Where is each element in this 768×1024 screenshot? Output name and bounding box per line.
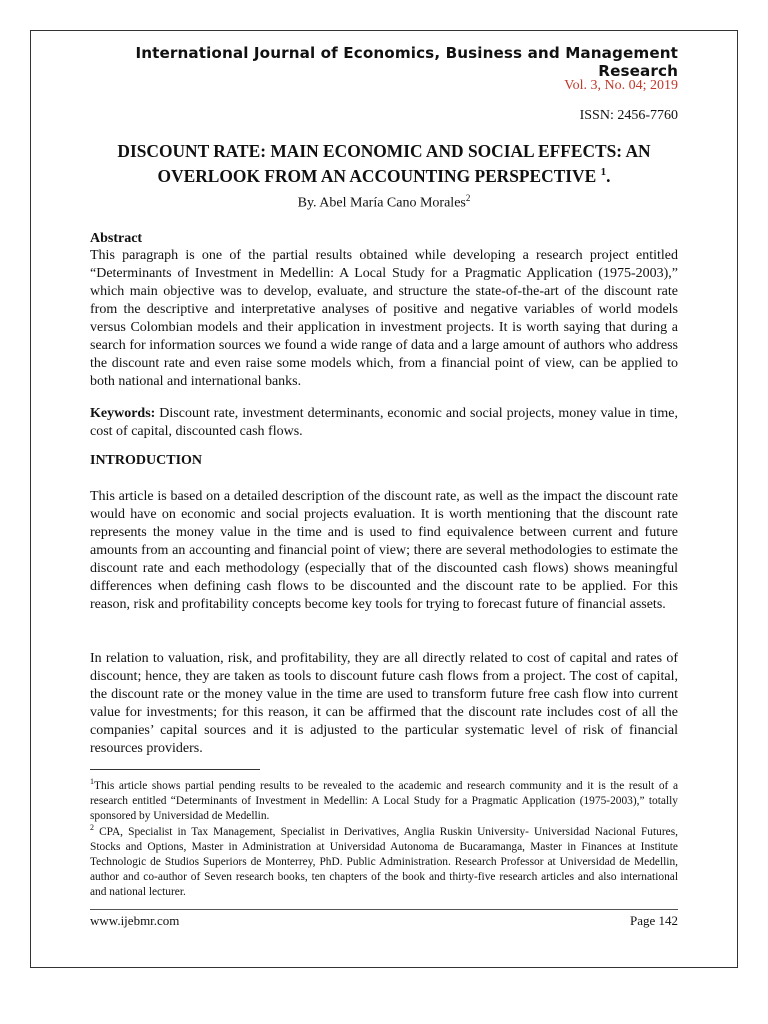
journal-name: International Journal of Economics, Business and Management Research [135,44,678,80]
introduction-paragraph-1: This article is based on a detailed description of the discount rate, as well as the impact the discount rate would have on economic and social projects evaluation. It is worth mentioning that the discount rate represents the money value in the time and is used to find equivalence between current and future amounts from an accounting and financial point of view; there are several methodologies to estimate the discount rate and each methodology (especially that of the discounted cash flows) shows meaningful differences when defining cash flows to be discounted and the discount rate to be applied. For this reason, risk and profitability concepts become key tools for trying to forecast future of financial assets. [90,489,678,612]
author-footnote-mark[interactable]: 2 [465,193,471,203]
footer-website-link[interactable]: www.ijebmr.com [90,913,180,928]
author-name: By. Abel María Cano Morales [297,195,466,211]
introduction-heading: INTRODUCTION [90,453,203,468]
title-line-2: OVERLOOK FROM AN ACCOUNTING PERSPECTIVE [157,165,601,186]
keywords-text: Discount rate, investment determinants, economic and social projects, money value in time, cost of capital, discounted cash flows. [90,406,678,439]
page-number: Page 142 [629,913,678,928]
title-line-1: DISCOUNT RATE: MAIN ECONOMIC AND SOCIAL EFFECTS: AN [117,141,651,161]
keywords-label: Keywords: [90,406,156,421]
author-line [90,193,678,212]
volume-info: Vol. 3, No. 04; 2019 [564,78,678,93]
abstract-text: This paragraph is one of the partial results obtained while developing a research project entitled “Determinants of Investment in Medellin: A Local Study for a Pragmatic Application (1975-2003),” which main objective was to develop, evaluate, and structure the state-of-the-art of the discount rate from the descriptive and interpretative analyses of positive and negative variables of world models versus Colombian models and their application in investment projects. It is worth saying that during a search for information sources we found a wide range of data and a large amount of authors who address the discount rate and even raise some models which, from a financial point of view, can be applied to both national and international banks. [90,248,678,389]
footnote-2-text: CPA, Specialist in Tax Management, Specialist in Derivatives, Anglia Ruskin University- Universidad Nacional Futures, Stocks and Options, Master in Administration at Universidad Autonoma de Bucaramanga, Master in Finances at Institute Technologic de Studios Superiors de Monterrey, PhD. Public Administration. Research Professor at Universidad de Medellin, author and co-author of Seven research books, ten chapters of the book and thirty-five research articles and also international and national lecturer. [90,825,678,898]
footnote-separator [90,769,260,770]
footnote-1-text: This article shows partial pending results to be revealed to the academic and research community and it is the result of a research entitled “Determinants of Investment in Medellin: A Local Study for a Pragmatic Application (1975-2003),” totally sponsored by Universidad de Medellin. [90,779,678,822]
title-end: . [606,165,611,186]
footnote-1-mark: 1 [90,777,94,786]
footer-rule [90,909,678,910]
footnote-1 [90,774,678,824]
footnote-2 [90,820,678,900]
introduction-paragraph-2: In relation to valuation, risk, and profitability, they are all directly related to cost of capital and rates of discount; hence, they are taken as tools to discount future cash flows from a project. The cost of capital, the discount rate or the money value in the time are used to transform future free cash flow into current value for investments; for this reason, it can be affirmed that the discount rate includes cost of all the companies’ capital sources and it is adjusted to the particular systematic level of risk of financial resources providers. [90,651,678,756]
title-footnote-mark[interactable]: 1 [600,166,607,178]
footnote-2-mark: 2 [90,823,94,832]
abstract-heading: Abstract [90,231,143,246]
article-title [90,141,678,187]
issn: ISSN: 2456-7760 [579,108,678,123]
keywords [90,405,678,441]
